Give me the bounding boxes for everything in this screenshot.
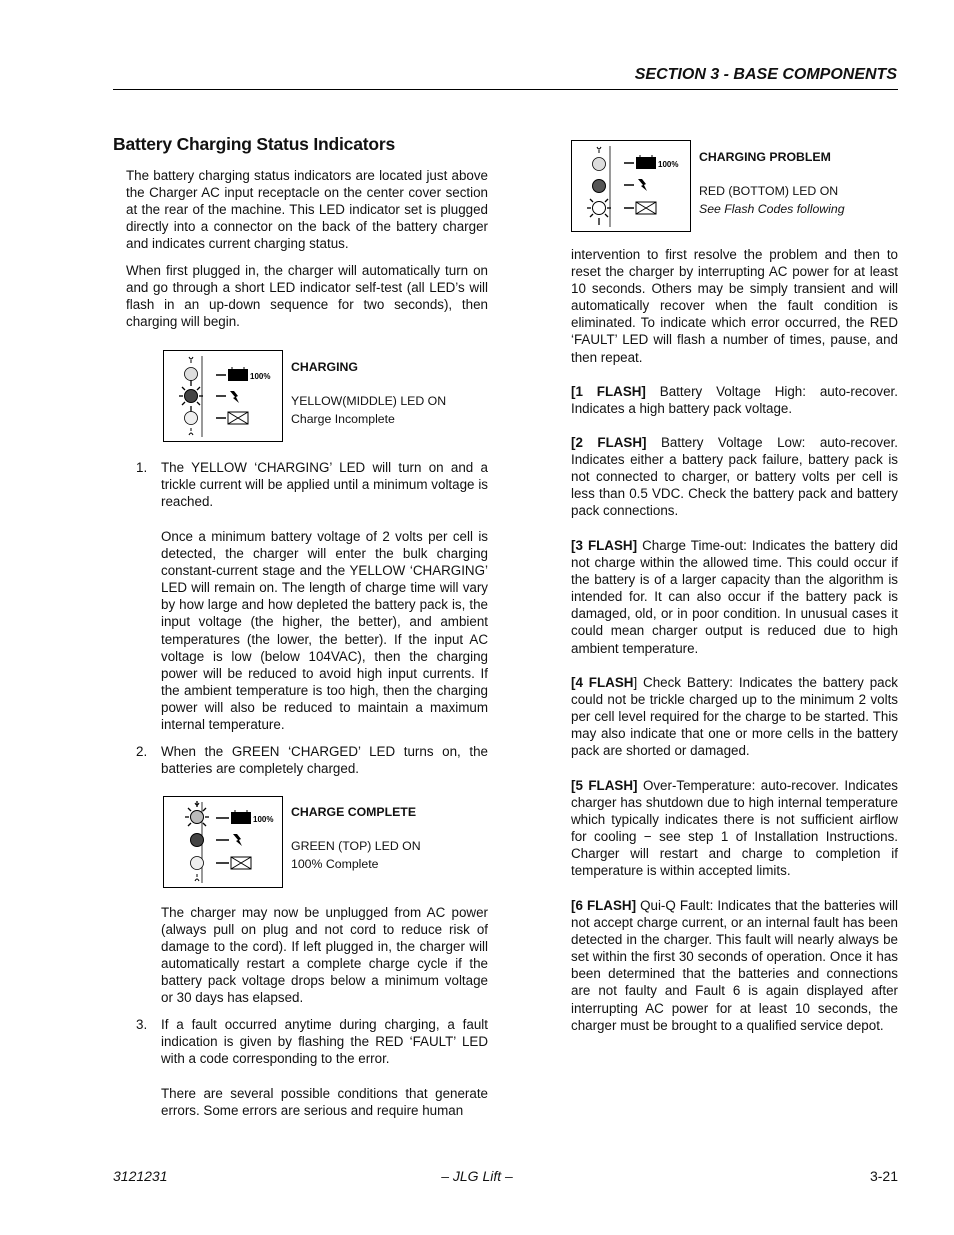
section-header: SECTION 3 - BASE COMPONENTS [634,66,897,83]
led-figure-problem [571,140,691,232]
footer-doc-number: 3121231 [113,1168,168,1184]
caption-charging [291,359,446,428]
caption-line1: YELLOW(MIDDLE) LED ON [291,394,447,409]
caption-line2: 100% Complete [291,856,379,871]
intro-paragraph: The battery charging status indicators are located just above the Charger AC input receptacle on the center cover section at the rear of the machine. This LED indicator set is plugged directly into a connector on the back of the battery charger and indicates current charging status. [126,168,488,252]
svg-text:100%: 100% [658,160,679,169]
caption-title: CHARGING PROBLEM [699,150,831,164]
item2-paragraph-b: The charger may now be unplugged from AC power (always pull on plug and not cord to reduce risk of damage to the cord). If left plugged in, the charger will automatically restart a complete charge cycle if the battery pack voltage drops below a minimum voltage or 30 days has elapsed. [161,905,488,1006]
led-panel-diagram [164,797,282,887]
caption-title: CHARGE COMPLETE [291,805,417,819]
item-number: 3. [136,1017,148,1032]
flash-code-2: [2 FLASH] Battery Voltage Low: auto-recover. Indicates either a battery pack failure, battery pack is not connected to charger, or battery volts per cell is less than 0.5 VDC. Check the battery pack and battery pack connections. [571,435,899,519]
caption-problem [699,149,845,218]
yellow-led-on [185,390,198,403]
footer-page-number: 3-21 [869,1168,898,1184]
red-led-off [185,412,198,425]
svg-text:100%: 100% [250,372,271,381]
item3-paragraph-b: There are several possible conditions that generate errors. Some errors are serious and require human [161,1086,488,1119]
caption-line1: RED (BOTTOM) LED ON [699,184,839,199]
page-heading: Battery Charging Status Indicators [113,134,396,154]
led-panel-diagram [164,351,282,441]
header-rule [113,89,898,90]
led-panel-diagram [572,141,690,231]
flash-code-6: [6 FLASH] Qui-Q Fault: Indicates that the batteries will not accept charge current, or an internal fault has been detected in the charger. This fault will nearly always be set within the first 30 seconds of operation. Once it has been determined that the batteries and connections are not faulty and Fault 6 is again displayed after interrupting AC power for at least 10 seconds, the charger must be brought to a qualified service depot. [571,898,899,1033]
green-led-off [593,158,606,171]
caption-complete [291,804,421,873]
selftest-paragraph: When first plugged in, the charger will automatically turn on and go through a short LED indicator self-test (all LED’s will flash in an up-down sequence for two seconds), then charging will begin. [126,263,488,330]
flash-code-1: [1 FLASH] Battery Voltage High: auto-recover. Indicates a high battery pack voltage. [571,384,898,417]
led-figure-complete [163,796,283,888]
flash-code-3: [3 FLASH] Charge Time-out: Indicates the battery did not charge within the allowed time. This could occur if the battery is of a larger capacity than the algorithm is intended for. It can also occur if the battery pack is damaged, old, or in poor condition. In unusual cases it could mean charger output is reduced due to high ambient temperature. [571,538,899,656]
red-led-off [191,857,204,870]
item-number: 1. [136,460,148,475]
item3-paragraph-a: If a fault occurred anytime during charging, a fault indication is given by flashing the RED ‘FAULT’ LED with a code corresponding to the error. [161,1017,488,1067]
caption-line2: See Flash Codes following [699,201,845,216]
green-led-off [185,368,198,381]
caption-title: CHARGING [291,360,358,374]
led-figure-charging [163,350,283,442]
item1-paragraph-a: The YELLOW ‘CHARGING’ LED will turn on and a trickle current will be applied until a minimum voltage is reached. [161,460,488,510]
intervention-paragraph: intervention to first resolve the problem and then to reset the charger by interrupting AC power for at least 10 seconds. Others may be simply transient and will automatically recover when the fault condition is eliminated. To indicate which error occurred, the RED ‘FAULT’ LED will flash a number of times, pause, and then repeat. [571,247,898,365]
red-led-on [593,202,606,215]
footer-brand: – JLG Lift – [441,1168,513,1184]
item-number: 2. [136,744,148,759]
caption-line1: GREEN (TOP) LED ON [291,839,421,854]
yellow-led [593,180,606,193]
flash-code-5: [5 FLASH] Over-Temperature: auto-recover. Indicates charger has shutdown due to high internal temperature which typically indicates there is not sufficient airflow for cooling − see step 1 of Installation Instructions. Charger will restart and charge to completion if temperature is within accepted limits. [571,778,898,879]
flash-code-4: [4 FLASH] Check Battery: Indicates the battery pack could not be trickle charged up to the minimum 2 volts per cell level required for the charge to be started. This may also indicate that one or more cells in the battery pack are shorted or damaged. [571,675,898,759]
item2-paragraph-a: When the GREEN ‘CHARGED’ LED turns on, the batteries are completely charged. [161,744,488,777]
svg-text:100%: 100% [253,815,274,824]
item1-paragraph-b: Once a minimum battery voltage of 2 volts per cell is detected, the charger will enter the bulk charging constant-current stage and the YELLOW ‘CHARGING’ LED will remain on. The length of charge time will vary by how large and how depleted the battery pack is, the input voltage (the higher, the better), and ambient temperatures (the lower, the better). If the input AC voltage is low (below 104VAC), then the charging power will be reduced to avoid high input currents. If the ambient temperature is too high, then the charging power will also be reduced to maintain a maximum internal temperature. [161,529,488,733]
caption-line2: Charge Incomplete [291,411,395,426]
green-led-on [191,811,204,824]
yellow-led [191,834,204,847]
